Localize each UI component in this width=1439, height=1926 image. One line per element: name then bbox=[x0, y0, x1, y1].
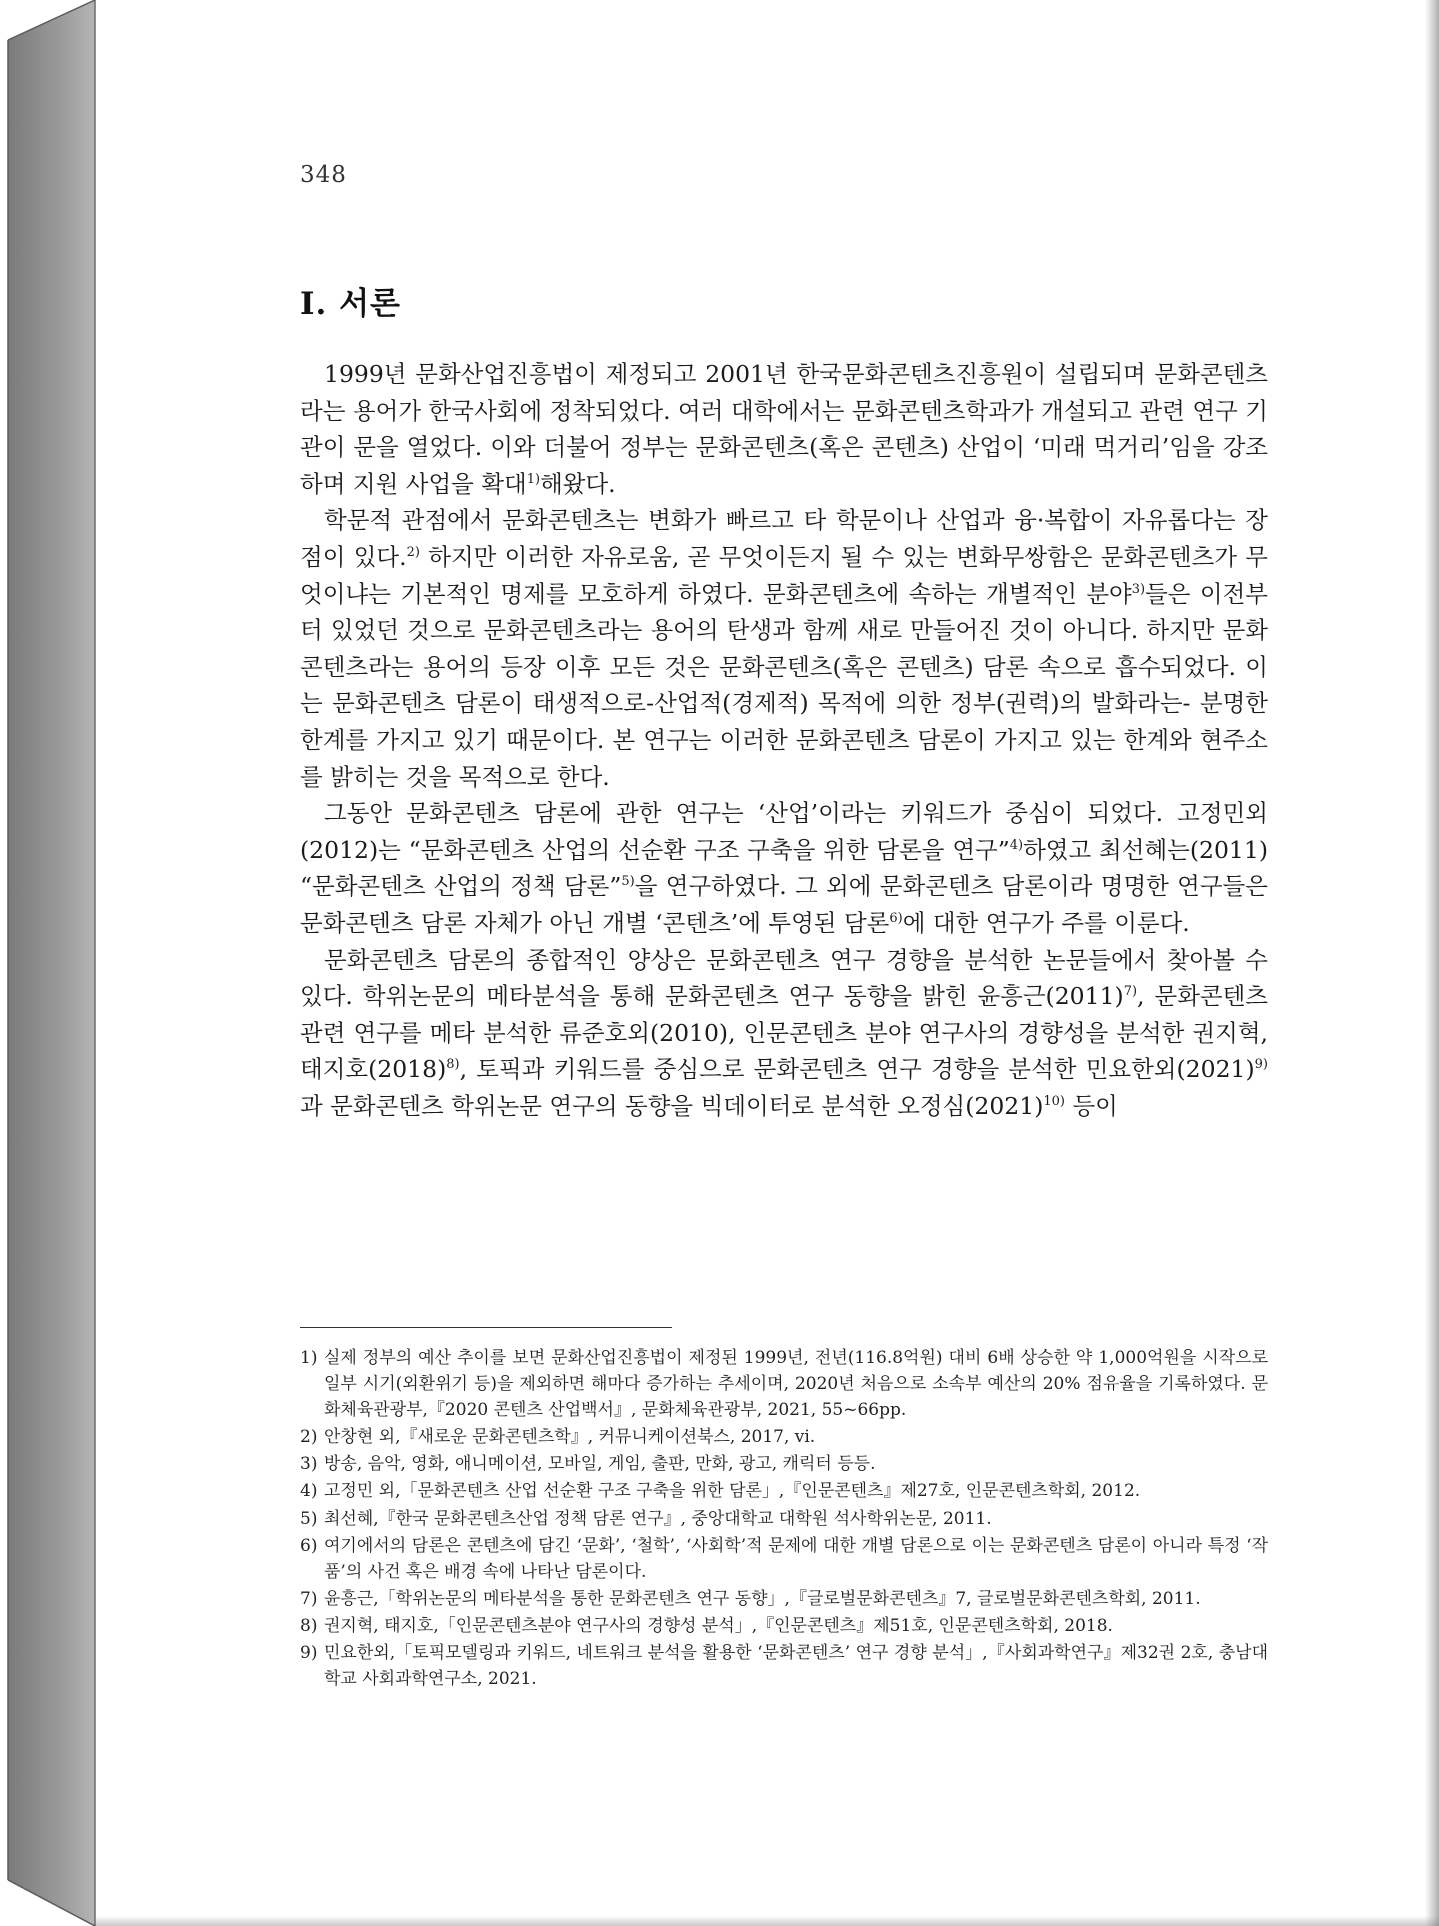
body-paragraph bbox=[300, 356, 1268, 502]
footnote-text: 안창현 외,『새로운 문화콘텐츠학』, 커뮤니케이션북스, 2017, vi. bbox=[324, 1427, 816, 1448]
body-text-segment: , 토픽과 키워드를 중심으로 문화콘텐츠 연구 경향을 분석한 민요한외(2021) bbox=[459, 1055, 1255, 1084]
footnote-marker[interactable]: 2) bbox=[406, 544, 420, 560]
body-text-segment: 문화콘텐츠 담론의 종합적인 양상은 문화콘텐츠 연구 경향을 분석한 논문들에서 찾아볼 수 있다. 학위논문의 메타분석을 통해 문화콘텐츠 연구 동향을 밝힌 윤흥근(2011) bbox=[300, 945, 1268, 1011]
footnote-number: 4) bbox=[300, 1481, 318, 1502]
body-text-segment: 과 문화콘텐츠 학위논문 연구의 동향을 빅데이터로 분석한 오정심(2021) bbox=[300, 1091, 1044, 1120]
footnote-item bbox=[300, 1478, 1268, 1504]
page-number: 348 bbox=[300, 162, 347, 188]
body-text-segment: 해왔다. bbox=[540, 469, 616, 498]
footnote-item bbox=[300, 1613, 1268, 1639]
footnote-marker[interactable]: 7) bbox=[1123, 984, 1138, 1000]
page-shadow-bottom bbox=[95, 1916, 1439, 1926]
body-text bbox=[300, 356, 1268, 1124]
footnote-text: 여기에서의 담론은 콘텐츠에 담긴 ‘문화’, ‘철학’, ‘사회학’적 문제에 대한 개별 담론으로 이는 문화콘텐츠 담론이 아니라 특정 ‘작품’의 사건 혹은 배경 속에 나타난 담론이다. bbox=[324, 1535, 1268, 1582]
footnote-marker[interactable]: 4) bbox=[1009, 837, 1024, 853]
body-text-segment: 학문적 관점에서 문화콘텐츠는 변화가 빠르고 타 학문이나 산업과 융·복합이 자유롭다는 장점이 있다. bbox=[300, 506, 1268, 571]
body-text-segment: 하지만 이러한 자유로움, 곧 무엇이든지 될 수 있는 변화무쌍함은 문화콘텐츠가 무엇이냐는 기본적인 명제를 모호하게 하였다. 문화콘텐츠에 속하는 개별적인 분야 bbox=[300, 542, 1268, 608]
section-heading: Ⅰ. 서론 bbox=[300, 286, 401, 322]
footnote-marker[interactable]: 8) bbox=[446, 1057, 460, 1073]
footnote-number: 6) bbox=[300, 1535, 318, 1556]
footnote-marker[interactable]: 6) bbox=[889, 910, 903, 926]
body-text-segment: 1999년 문화산업진흥법이 제정되고 2001년 한국문화콘텐츠진흥원이 설립되며 문화콘텐츠라는 용어가 한국사회에 정착되었다. 여러 대학에서는 문화콘텐츠학과가 개설되고 관련 연구 기관이 문을 열었다. 이와 더불어 정부는 문화콘텐츠(혹은 콘텐츠) 산업이 ‘미래 먹거리’임을 강조하며 지원 사업을 확대 bbox=[300, 360, 1268, 498]
body-text-segment: 등이 bbox=[1064, 1091, 1118, 1120]
footnote-marker[interactable]: 9) bbox=[1254, 1057, 1268, 1073]
footnote-text: 권지혁, 태지호,「인문콘텐츠분야 연구사의 경향성 분석」,『인문콘텐츠』제51호, 인문콘텐츠학회, 2018. bbox=[324, 1615, 1113, 1636]
body-text-segment: 에 대한 연구가 주를 이룬다. bbox=[902, 908, 1190, 937]
footnote-marker[interactable]: 1) bbox=[526, 471, 541, 487]
body-text-segment: , 문화콘텐츠 관련 연구를 메타 분석한 류준호외(2010), 인문콘텐츠 분야 연구사의 경향성을 분석한 권지혁, 태지호(2018) bbox=[300, 982, 1268, 1084]
footnote-text: 실제 정부의 예산 추이를 보면 문화산업진흥법이 제정된 1999년, 전년(116.8억원) 대비 6배 상승한 약 1,000억원을 시작으로 일부 시기(외환위기 등)을 제외하면 해마다 증가하는 추세이며, 2020년 처음으로 소속부 예산의 20% 점유율을 기록하였다. 문화체육관광부,『2020 콘텐츠 산업백서』, 문화체육관광부, 2021, 55~66pp. bbox=[324, 1348, 1268, 1421]
footnote-text: 윤흥근,「학위논문의 메타분석을 통한 문화콘텐츠 연구 동향」,『글로벌문화콘텐츠』7, 글로벌문화콘텐츠학회, 2011. bbox=[324, 1588, 1201, 1609]
footnote-text: 민요한외,「토픽모델링과 키워드, 네트워크 분석을 활용한 ‘문화콘텐츠’ 연구 경향 분석」,『사회과학연구』제32권 2호, 충남대학교 사회과학연구소, 2021. bbox=[324, 1643, 1268, 1690]
body-text-segment: 그동안 문화콘텐츠 담론에 관한 연구는 ‘산업’이라는 키워드가 중심이 되었다. 고정민외(2012)는 “문화콘텐츠 산업의 선순환 구조 구축을 위한 담론을 연구” bbox=[300, 799, 1268, 864]
footnote-item bbox=[300, 1345, 1268, 1423]
footnote-number: 7) bbox=[300, 1588, 318, 1609]
footnote-number: 8) bbox=[300, 1615, 318, 1636]
footnote-number: 5) bbox=[300, 1508, 318, 1529]
footnote-number: 2) bbox=[300, 1427, 318, 1448]
body-paragraph bbox=[300, 942, 1268, 1125]
footnote-number: 9) bbox=[300, 1643, 318, 1664]
footnote-item bbox=[300, 1640, 1268, 1692]
footnote-item bbox=[300, 1424, 1268, 1450]
footnote-text: 방송, 음악, 영화, 애니메이션, 모바일, 게임, 출판, 만화, 광고, 캐릭터 등등. bbox=[324, 1454, 876, 1475]
page-shadow-right bbox=[1425, 0, 1439, 1926]
footnote-marker[interactable]: 10) bbox=[1043, 1093, 1065, 1109]
footnote-number: 1) bbox=[300, 1348, 318, 1368]
footnote-marker[interactable]: 5) bbox=[621, 874, 635, 890]
footnote-text: 고정민 외,「문화콘텐츠 산업 선순환 구조 구축을 위한 담론」,『인문콘텐츠』제27호, 인문콘텐츠학회, 2012. bbox=[324, 1481, 1141, 1502]
footnote-item bbox=[300, 1451, 1268, 1477]
footnote-number: 3) bbox=[300, 1454, 318, 1475]
footnote-rule bbox=[300, 1327, 672, 1328]
footnote-item bbox=[300, 1506, 1268, 1532]
footnotes bbox=[300, 1345, 1268, 1693]
body-paragraph bbox=[300, 502, 1268, 795]
footnote-item bbox=[300, 1586, 1268, 1612]
body-text-segment: 하였고 최선혜는(2011) “문화콘텐츠 산업의 정책 담론” bbox=[300, 835, 1268, 901]
body-text-segment: 을 연구하였다. 그 외에 문화콘텐츠 담론이라 명명한 연구들은 문화콘텐츠 담론 자체가 아닌 개별 ‘콘텐츠’에 투영된 담론 bbox=[300, 872, 1268, 937]
body-paragraph bbox=[300, 795, 1268, 941]
footnote-text: 최선혜,『한국 문화콘텐츠산업 정책 담론 연구』, 중앙대학교 대학원 석사학위논문, 2011. bbox=[324, 1508, 992, 1529]
body-text-segment: 들은 이전부터 있었던 것으로 문화콘텐츠라는 용어의 탄생과 함께 새로 만들어진 것이 아니다. 하지만 문화콘텐츠라는 용어의 등장 이후 모든 것은 문화콘텐츠(혹은 콘텐츠) 담론 속으로 흡수되었다. 이는 문화콘텐츠 담론이 태생적으로-산업적(경제적) 목적에 의한 정부(권력)의 발화라는- 분명한 한계를 가지고 있기 때문이다. 본 연구는 이러한 문화콘텐츠 담론이 가지고 있는 한계와 현주소를 밝히는 것을 목적으로 한다. bbox=[300, 579, 1268, 791]
footnote-item bbox=[300, 1533, 1268, 1585]
footnote-marker[interactable]: 3) bbox=[1131, 581, 1146, 597]
